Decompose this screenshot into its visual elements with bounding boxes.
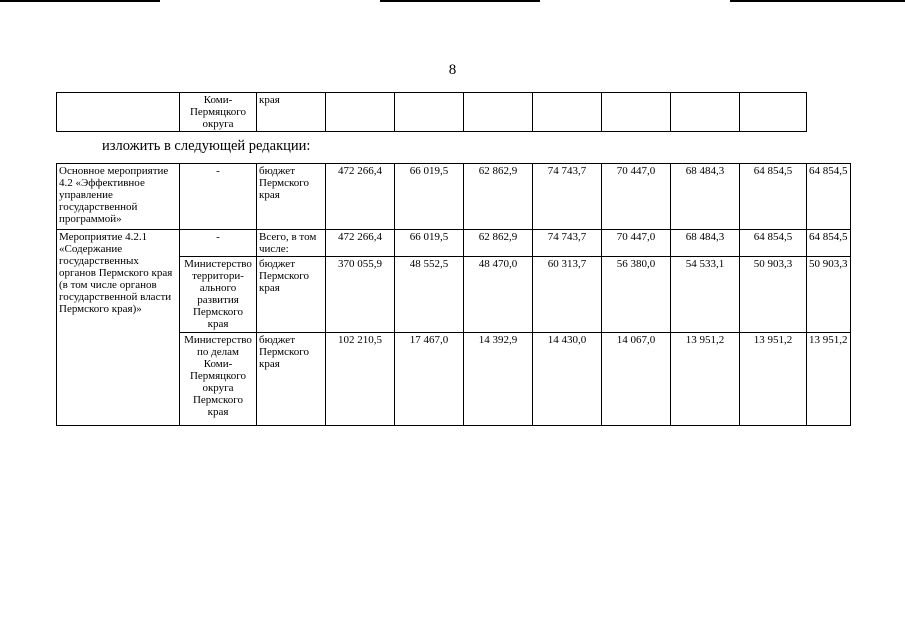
cell-value: 50 903,3: [740, 257, 807, 333]
cell-value: 13 951,2: [807, 333, 851, 426]
cell-value: 60 313,7: [533, 257, 602, 333]
previous-table-fragment: [56, 92, 807, 132]
cell-value: 472 266,4: [326, 230, 395, 257]
top-rule-left: [0, 0, 160, 2]
table-row: [57, 230, 851, 257]
cell-executor: Министерство по делам Коми- Пермяцкого округа Пермского края: [180, 333, 257, 426]
cell-empty: [326, 93, 395, 132]
table-row: [57, 164, 851, 230]
top-rule-far-right: [730, 0, 905, 2]
cell-value: 64 854,5: [807, 230, 851, 257]
cell-value: 64 854,5: [740, 230, 807, 257]
cell-value: 66 019,5: [395, 230, 464, 257]
instruction-text: изложить в следующей редакции:: [102, 138, 311, 154]
cell-value: 13 951,2: [671, 333, 740, 426]
cell-source: Всего, в том числе:: [257, 230, 326, 257]
cell-value: 74 743,7: [533, 164, 602, 230]
cell-value: 17 467,0: [395, 333, 464, 426]
cell-value: 14 392,9: [464, 333, 533, 426]
cell-value: 472 266,4: [326, 164, 395, 230]
cell-value: 64 854,5: [807, 164, 851, 230]
cell-source: бюджет Пермского края: [257, 333, 326, 426]
cell-value: 14 067,0: [602, 333, 671, 426]
cell-name: Мероприятие 4.2.1 «Содержание государственных органов Пермского края (в том числе органов государственной власти Пермского края)»: [57, 230, 180, 426]
cell-source: края: [257, 93, 326, 132]
cell-name: Основное мероприятие 4.2 «Эффективное управление государственной программой»: [57, 164, 180, 230]
cell-empty: [533, 93, 602, 132]
cell-empty: [602, 93, 671, 132]
cell-value: 66 019,5: [395, 164, 464, 230]
cell-value: 102 210,5: [326, 333, 395, 426]
cell-executor: Коми- Пермяцкого округа: [180, 93, 257, 132]
cell-source: бюджет Пермского края: [257, 257, 326, 333]
cell-executor: Министерство территори- ального развития Пермского края: [180, 257, 257, 333]
cell-value: 62 862,9: [464, 230, 533, 257]
cell-empty: [740, 93, 807, 132]
cell-executor: -: [180, 164, 257, 230]
cell-executor: -: [180, 230, 257, 257]
cell-value: 13 951,2: [740, 333, 807, 426]
cell-value: 14 430,0: [533, 333, 602, 426]
cell-value: 68 484,3: [671, 164, 740, 230]
cell-value: 70 447,0: [602, 164, 671, 230]
cell-value: 50 903,3: [807, 257, 851, 333]
top-rule-right: [380, 0, 540, 2]
cell-value: 48 552,5: [395, 257, 464, 333]
cell-value: 70 447,0: [602, 230, 671, 257]
cell-value: 56 380,0: [602, 257, 671, 333]
cell-value: 48 470,0: [464, 257, 533, 333]
cell-value: 68 484,3: [671, 230, 740, 257]
cell-empty: [671, 93, 740, 132]
cell-value: 54 533,1: [671, 257, 740, 333]
cell-value: 62 862,9: [464, 164, 533, 230]
cell-source: бюджет Пермского края: [257, 164, 326, 230]
cell-value: 370 055,9: [326, 257, 395, 333]
cell-empty: [464, 93, 533, 132]
cell-empty: [395, 93, 464, 132]
program-table: [56, 163, 851, 426]
cell-value: 74 743,7: [533, 230, 602, 257]
cell-empty: [57, 93, 180, 132]
cell-value: 64 854,5: [740, 164, 807, 230]
page-number: 8: [448, 62, 457, 78]
